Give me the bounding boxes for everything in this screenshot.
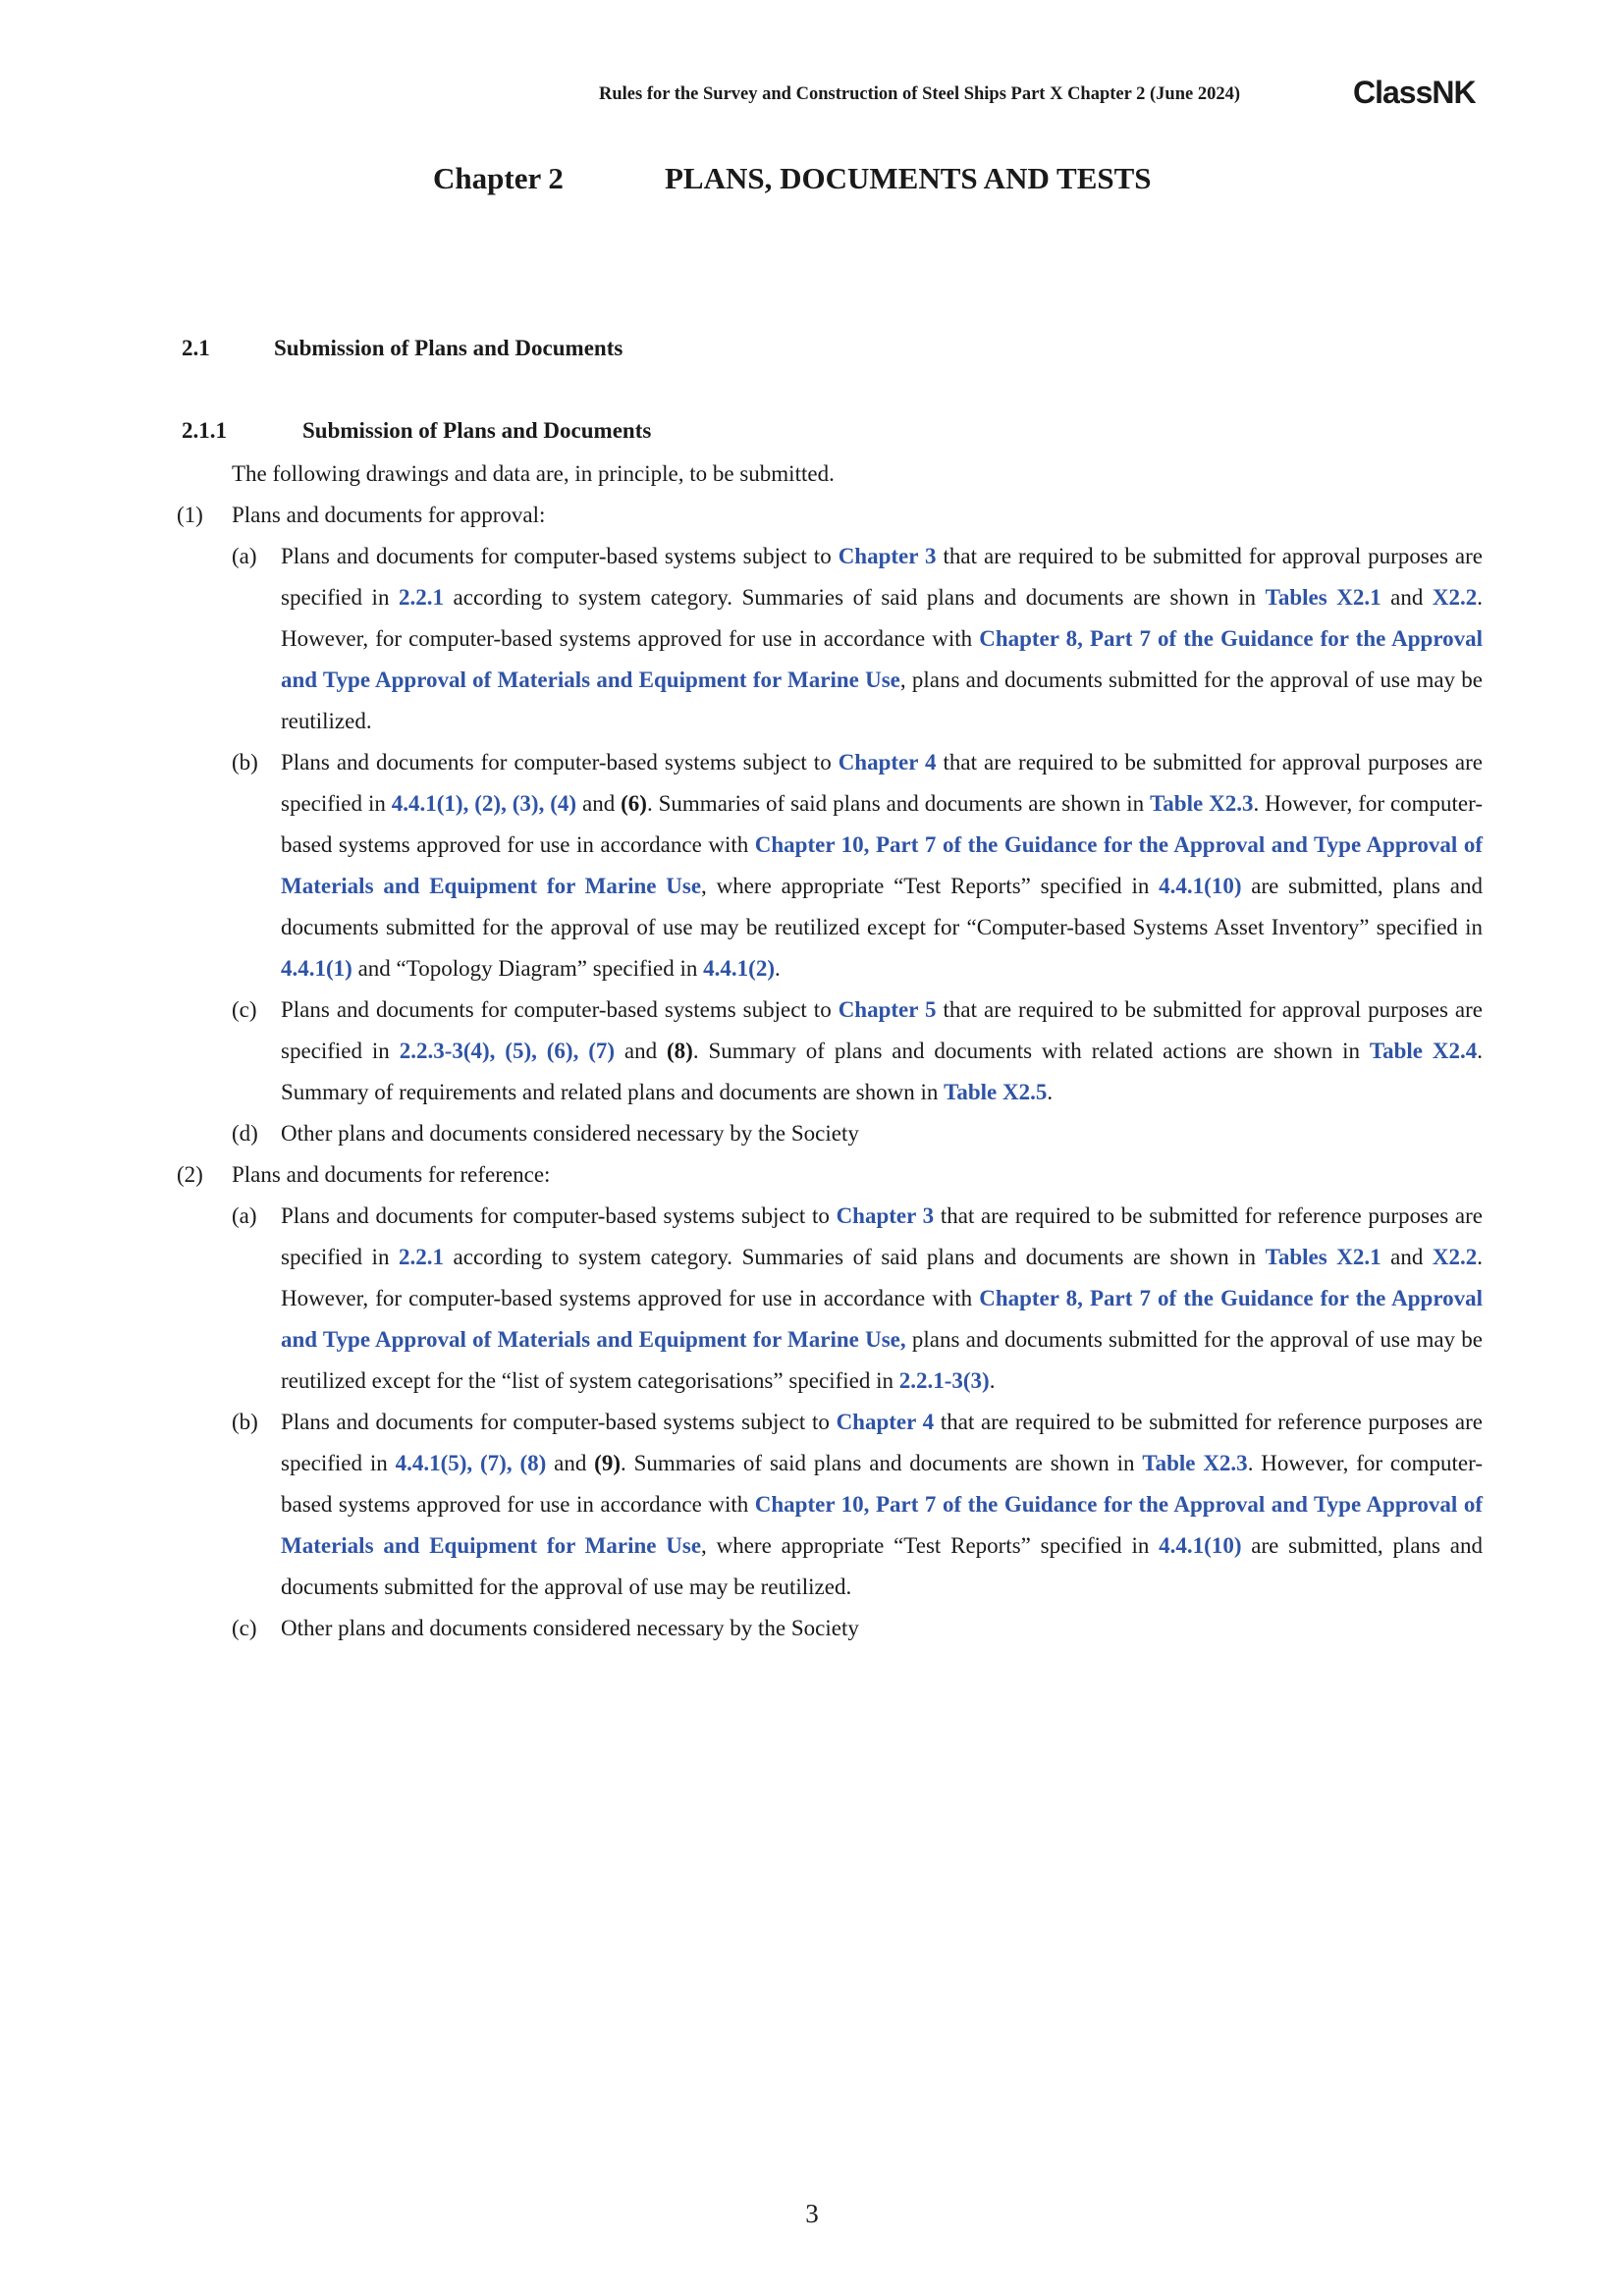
subitem-label: (d): [232, 1121, 258, 1146]
item-label: (2): [177, 1162, 203, 1187]
section-title: Submission of Plans and Documents: [274, 336, 623, 360]
subitem-label: (c): [232, 1616, 257, 1640]
cross-reference-link[interactable]: Table X2.4: [1369, 1039, 1478, 1063]
subitem-label: (b): [232, 750, 258, 774]
subitem-paragraph: Plans and documents for computer-based systems subject to Chapter 3 that are required to be submitted for approval purposes are specified in 2.2.1 according to system category. Summaries of said plans and documents are shown in Tables X2.1 and X2.2. However, for computer-based systems approved for use in accordance with Chapter 8, Part 7 of the Guidance for the Approval and Type Approval of Materials and Equipment for Marine Use, plans and documents submitted for the approval of use may be reutilized.: [281, 544, 1484, 733]
item-heading: Plans and documents for reference:: [232, 1162, 551, 1187]
cross-reference-link[interactable]: Tables X2.1: [1265, 1245, 1381, 1269]
cross-reference-link[interactable]: Chapter 10, Part 7 of the Guidance for the Approval and Type Approval of Materials and Equipment for Marine Use: [281, 1492, 1483, 1558]
cross-reference-link[interactable]: Chapter 8, Part 7 of the Guidance for the Approval and Type Approval of Materials and Equipment for Marine Use,: [281, 1286, 1483, 1352]
subitem-paragraph: Other plans and documents considered necessary by the Society: [281, 1616, 859, 1640]
intro-paragraph: The following drawings and data are, in principle, to be submitted.: [232, 461, 835, 486]
cross-reference-link[interactable]: 4.4.1(1): [281, 956, 352, 981]
cross-reference-link[interactable]: Chapter 4: [838, 750, 937, 774]
cross-reference-link[interactable]: 2.2.1-3(3): [898, 1368, 990, 1393]
chapter-title: PLANS, DOCUMENTS AND TESTS: [665, 161, 1152, 195]
subsection-title: Submission of Plans and Documents: [302, 418, 652, 443]
subitem-paragraph: Plans and documents for computer-based systems subject to Chapter 4 that are required to be submitted for approval purposes are specified in 4.4.1(1), (2), (3), (4) and (6). Summaries of said plans and documents are shown in Table X2.3. However, for computer-based systems approved for use in accordance with Chapter 10, Part 7 of the Guidance for the Approval and Type Approval of Materials and Equipment for Marine Use, where appropriate “Test Reports” specified in 4.4.1(10) are submitted, plans and documents submitted for the approval of use may be reutilized except for “Computer-based Systems Asset Inventory” specified in 4.4.1(1) and “Topology Diagram” specified in 4.4.1(2).: [281, 750, 1484, 981]
cross-reference-link[interactable]: 2.2.3-3(4), (5), (6), (7): [399, 1039, 616, 1063]
subitem-label: (b): [232, 1410, 258, 1434]
item-heading: Plans and documents for approval:: [232, 503, 546, 527]
subitem-paragraph: Other plans and documents considered necessary by the Society: [281, 1121, 859, 1146]
cross-reference-link[interactable]: 4.4.1(2): [703, 956, 775, 981]
cross-reference-link[interactable]: 4.4.1(10): [1159, 1533, 1242, 1558]
cross-reference-link[interactable]: 2.2.1: [399, 585, 444, 610]
subitem-label: (c): [232, 997, 257, 1022]
cross-reference-link[interactable]: Chapter 8, Part 7 of the Guidance for the Approval and Type Approval of Materials and Equipment for Marine Use: [281, 626, 1483, 692]
subsection-number: 2.1.1: [182, 418, 227, 443]
cross-reference-link[interactable]: Table X2.3: [1150, 791, 1254, 816]
subitem-paragraph: Plans and documents for computer-based systems subject to Chapter 5 that are required to be submitted for approval purposes are specified in 2.2.3-3(4), (5), (6), (7) and (8). Summary of plans and documents with related actions are shown in Table X2.4. Summary of requirements and related plans and documents are shown in Table X2.5.: [281, 997, 1483, 1104]
subitem-paragraph: Plans and documents for computer-based systems subject to Chapter 4 that are required to be submitted for reference purposes are specified in 4.4.1(5), (7), (8) and (9). Summaries of said plans and documents are shown in Table X2.3. However, for computer-based systems approved for use in accordance with Chapter 10, Part 7 of the Guidance for the Approval and Type Approval of Materials and Equipment for Marine Use, where appropriate “Test Reports” specified in 4.4.1(10) are submitted, plans and documents submitted for the approval of use may be reutilized.: [281, 1410, 1483, 1599]
classnk-logo: ClassNK: [1353, 75, 1476, 110]
cross-reference-link[interactable]: Chapter 3: [838, 544, 937, 568]
cross-reference-link[interactable]: Table X2.3: [1142, 1451, 1248, 1475]
page-number: 3: [805, 2199, 819, 2228]
chapter-number: Chapter 2: [433, 161, 564, 195]
cross-reference-link[interactable]: 2.2.1: [399, 1245, 444, 1269]
cross-reference-link[interactable]: X2.2: [1432, 1245, 1478, 1269]
section-number: 2.1: [182, 336, 210, 360]
cross-reference-link[interactable]: 4.4.1(5), (7), (8): [395, 1451, 547, 1475]
cross-reference-link[interactable]: Chapter 10, Part 7 of the Guidance for the Approval and Type Approval of Materials and Equipment for Marine Use: [281, 832, 1483, 898]
cross-reference-link[interactable]: Chapter 4: [836, 1410, 935, 1434]
cross-reference-link[interactable]: Chapter 3: [836, 1203, 935, 1228]
subitem-paragraph: Plans and documents for computer-based systems subject to Chapter 3 that are required to be submitted for reference purposes are specified in 2.2.1 according to system category. Summaries of said plans and documents are shown in Tables X2.1 and X2.2. However, for computer-based systems approved for use in accordance with Chapter 8, Part 7 of the Guidance for the Approval and Type Approval of Materials and Equipment for Marine Use, plans and documents submitted for the approval of use may be reutilized except for the “list of system categorisations” specified in 2.2.1-3(3).: [281, 1203, 1484, 1393]
cross-reference-link[interactable]: X2.2: [1432, 585, 1478, 610]
cross-reference-link[interactable]: Tables X2.1: [1265, 585, 1381, 610]
cross-reference-link[interactable]: Table X2.5: [944, 1080, 1048, 1104]
cross-reference-link[interactable]: 4.4.1(1), (2), (3), (4): [391, 791, 577, 816]
subitem-label: (a): [232, 544, 257, 568]
cross-reference-link[interactable]: Chapter 5: [838, 997, 937, 1022]
cross-reference-link[interactable]: 4.4.1(10): [1159, 874, 1242, 898]
item-label: (1): [177, 503, 203, 527]
running-header: Rules for the Survey and Construction of Steel Ships Part X Chapter 2 (June 2024): [599, 84, 1240, 104]
subitem-label: (a): [232, 1203, 257, 1228]
